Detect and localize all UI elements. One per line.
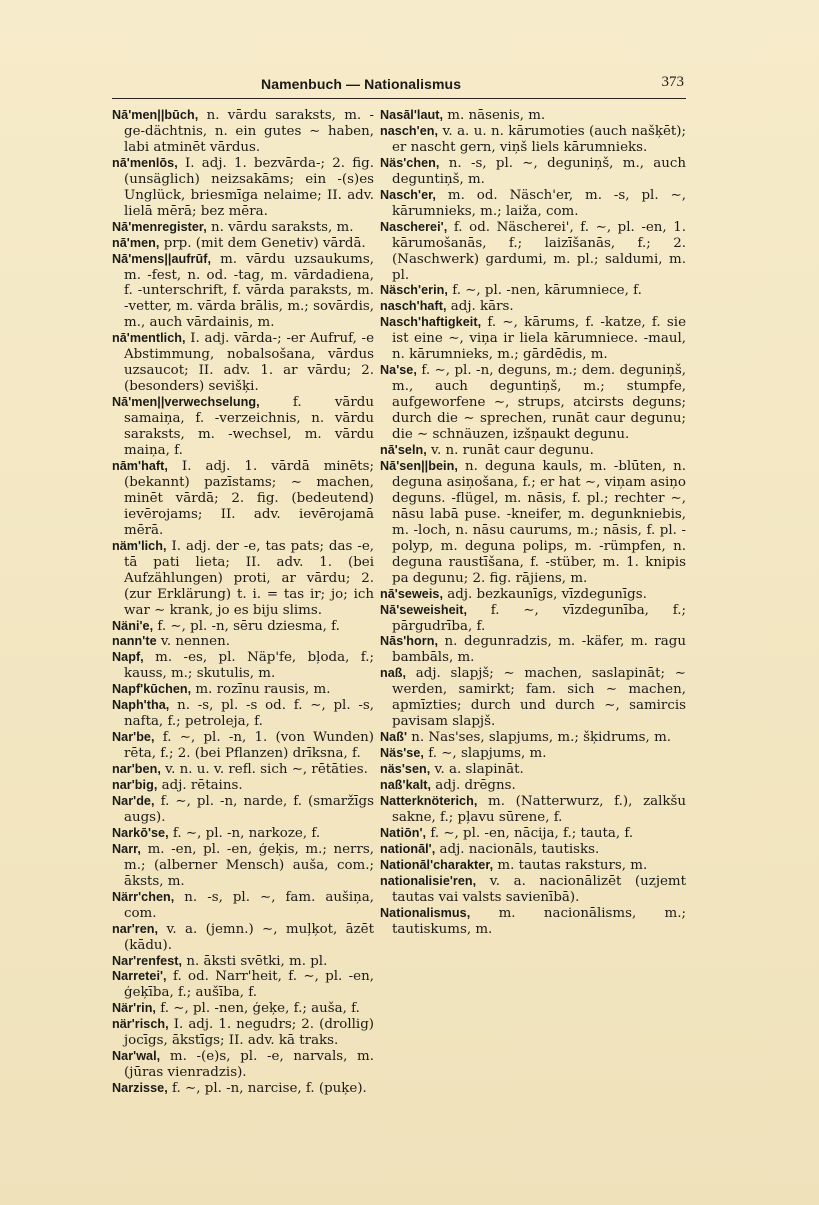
entry-headword: Nās'horn, <box>380 634 439 649</box>
entry-definition: m. -en, pl. -en, ģeķis, m.; nerrs, m.; (alberner Mensch) auša, com.; āksts, m. <box>124 841 374 889</box>
entry-definition: n. Nas'ses, slapjums, m.; šķidrums, m. <box>407 730 672 746</box>
entry-headword: Narr, <box>112 841 141 856</box>
entry-definition: n. āksti svētki, m. pl. <box>182 953 328 969</box>
entry-headword: nā'menlōs, <box>112 155 178 170</box>
entry-definition: adj. slapjš; ∼ machen, saslapināt; ∼ werden, samirkt; fam. sich ∼ machen, apmīzties; durch und durch ∼, samircis pavisam slapjš. <box>392 666 686 730</box>
entry-definition: f. ∼, pl. -n, narde, f. (smaržīgs augs). <box>124 793 374 825</box>
entry-headword: Natterknöterich, <box>380 793 478 808</box>
entry-headword: nar'ben, <box>112 762 161 777</box>
entry-headword: nann'te <box>112 634 157 649</box>
dictionary-entry <box>380 188 686 220</box>
dictionary-entry <box>112 762 374 778</box>
entry-definition: m. -(e)s, pl. -e, narvals, m. (jūras vienradzis). <box>124 1049 374 1081</box>
entry-headword: Nā'men||būch, <box>112 108 199 122</box>
entry-headword: Narzisse, <box>112 1081 168 1096</box>
entry-definition: m. -es, pl. Näp'fe, bļoda, f.; kauss, m.; skutulis, m. <box>124 650 374 682</box>
dictionary-entry <box>112 395 374 459</box>
dictionary-entry <box>112 1017 374 1049</box>
entry-definition: f. ∼, pl. -n, narcise, f. (puķe). <box>167 1081 367 1097</box>
entry-headword: nām'haft, <box>112 458 168 473</box>
entry-headword: Nationalismus, <box>380 905 471 920</box>
entry-definition: v. a. u. n. kārumoties (auch našķēt); er nascht gern, viņš liels kārumnieks. <box>392 123 686 155</box>
entry-headword: Nar'de, <box>112 793 155 808</box>
dictionary-entry <box>380 746 686 762</box>
page-number: 373 <box>661 74 684 90</box>
entry-definition: f. ∼, pl. -en, nācija, f.; tauta, f. <box>426 825 634 841</box>
dictionary-entry <box>380 794 686 826</box>
dictionary-entry <box>112 236 374 252</box>
dictionary-entry <box>112 1049 374 1081</box>
dictionary-entry <box>112 331 374 395</box>
dictionary-entry <box>380 443 686 459</box>
entry-definition: f. ∼, vīzdegunība, f.; pārgudrība, f. <box>392 602 686 634</box>
dictionary-entry <box>112 1001 374 1017</box>
dictionary-entry <box>112 794 374 826</box>
dictionary-entry <box>112 969 374 1001</box>
entry-headword: nar'ren, <box>112 921 159 936</box>
dictionary-entry <box>112 539 374 619</box>
entry-definition: adj. drēgns. <box>431 778 516 794</box>
entry-definition: v. a. nacionālizēt (uzjemt tautas vai valsts savienībā). <box>392 873 686 905</box>
entry-definition: n. deguna kauls, m. -blūten, n. deguna asiņošana, f.; er hat ∼, viņam asiņo deguns. -flügel, m. nāsis, f. pl.; rechter ∼, nāsu labā puse. -kneifer, m. degunkniebis, m. -loch, n. nāsu caurums, m.; nāsis, f. pl. -polyp, m. deguna polips, m. -rümpfen, n. deguna raustīšana, f. -stüber, m. 1. knipis pa degunu; 2. fig. rājiens, m. <box>392 458 686 586</box>
entry-definition: f. ∼, pl. -n, 1. (von Wunden) rēta, f.; 2. (bei Pflanzen) drīksna, f. <box>124 730 374 762</box>
entry-headword: nationalisie'ren, <box>380 873 477 888</box>
dictionary-entry <box>380 858 686 874</box>
entry-headword: Närr'chen, <box>112 889 175 904</box>
dictionary-entry <box>380 842 686 858</box>
entry-headword: näs'sen, <box>380 762 431 777</box>
dictionary-entry <box>380 762 686 778</box>
entry-definition: f. vārdu samaiņa, f. -verzeichnis, n. vārdu saraksts, m. -wechsel, m. vārdu maiņa, f. <box>124 395 374 459</box>
entry-headword: nā'mentlich, <box>112 331 186 346</box>
entry-headword: nasch'haft, <box>380 299 447 314</box>
entry-definition: m. nāsenis, m. <box>443 108 546 123</box>
entry-headword: naß, <box>380 666 407 681</box>
entry-definition: I. adj. 1. bezvārda-; 2. fig. (unsäglich) neizsakāms; ein -(s)es Unglück, briesmīga nelaime; II. adv. lielā mērā; bez mēra. <box>124 155 374 219</box>
entry-definition: f. od. Narr'heit, f. ∼, pl. -en, ģeķība, f.; aušība, f. <box>124 969 374 1001</box>
dictionary-entry <box>380 299 686 315</box>
entry-definition: f. ∼, pl. -n, narkoze, f. <box>168 825 321 841</box>
entry-definition: v. a. slapināt. <box>430 762 524 778</box>
dictionary-entry <box>380 603 686 635</box>
dictionary-entry <box>112 650 374 682</box>
entry-headword: Nar'renfest, <box>112 953 183 968</box>
entry-definition: n. vārdu saraksts, m. <box>206 219 354 235</box>
entry-headword: Narkō'se, <box>112 825 169 840</box>
entry-headword: Napf, <box>112 650 144 665</box>
dictionary-entry <box>380 220 686 284</box>
entry-headword: Näs'chen, <box>380 155 440 170</box>
dictionary-entry <box>380 730 686 746</box>
entry-headword: Naß' <box>380 730 407 745</box>
entry-headword: Na'se, <box>380 363 417 378</box>
left-column <box>112 108 374 1097</box>
entry-definition: n. -s, pl. -s od. f. ∼, pl. -s, nafta, f.; petroleja, f. <box>124 698 374 730</box>
dictionary-entry <box>112 220 374 236</box>
entry-headword: Näsch'erin, <box>380 283 448 298</box>
entry-definition: m. tautas raksturs, m. <box>493 857 648 873</box>
entry-headword: Narretei', <box>112 969 167 984</box>
entry-definition: n. vārdu saraksts, m. -ge-dächtnis, n. ein gutes ∼ haben, labi atminēt vārdus. <box>124 108 374 155</box>
dictionary-entry <box>380 108 686 124</box>
entry-definition: adj. bezkaunīgs, vīzdegunīgs. <box>443 586 647 602</box>
dictionary-entry <box>112 108 374 156</box>
entry-headword: nā'seln, <box>380 443 427 458</box>
page-header <box>112 70 686 99</box>
entry-headword: Nā'mens||aufrūf, <box>112 251 212 266</box>
entry-definition: I. adj. 1. negudrs; 2. (drollig) jocīgs, ākstīgs; II. adv. kā traks. <box>124 1017 374 1049</box>
entry-headword: när'risch, <box>112 1017 169 1032</box>
entry-headword: Nasāl'laut, <box>380 108 444 122</box>
entry-headword: nā'men, <box>112 235 160 250</box>
entry-headword: Nascherei', <box>380 219 448 234</box>
entry-definition: I. adj. vārda-; -er Aufruf, -e Abstimmung, nobalsošana, vārdus uzsaucot; II. adv. 1. ar vārdu; 2. (besonders) sevišķi. <box>124 331 374 395</box>
dictionary-entry <box>112 634 374 650</box>
entry-definition: n. -s, pl. ∼, deguniņš, m., auch deguntiņš, m. <box>392 155 686 187</box>
dictionary-entry <box>380 778 686 794</box>
dictionary-entry <box>112 698 374 730</box>
entry-definition: adj. rētains. <box>157 778 243 794</box>
dictionary-entry <box>380 826 686 842</box>
entry-headword: Nā'sen||bein, <box>380 458 458 473</box>
entry-headword: nar'big, <box>112 778 158 793</box>
dictionary-entry <box>112 619 374 635</box>
entry-definition: f. ∼, pl. -nen, kārumniece, f. <box>447 283 642 299</box>
entry-definition: n. -s, pl. ∼, fam. aušiņa, com. <box>124 889 374 921</box>
entry-headword: Nā'seweisheit, <box>380 602 467 617</box>
entry-definition: v. nennen. <box>156 634 230 650</box>
entry-headword: nationāl', <box>380 841 436 856</box>
running-title: Namenbuch — Nationalismus <box>261 76 462 92</box>
entry-headword: naß'kalt, <box>380 778 432 793</box>
dictionary-entry <box>380 283 686 299</box>
dictionary-entry <box>380 874 686 906</box>
entry-definition: v. a. (jemn.) ∼, muļķot, āzēt (kādu). <box>124 921 374 953</box>
entry-headword: näm'lich, <box>112 538 167 553</box>
entry-definition: v. n. runāt caur degunu. <box>426 443 594 459</box>
dictionary-entry <box>112 778 374 794</box>
entry-definition: f. ∼, pl. -n, sēru dziesma, f. <box>153 618 340 634</box>
right-column <box>380 108 686 938</box>
entry-headword: Nasch'er, <box>380 187 436 202</box>
entry-headword: Nā'men||verwechselung, <box>112 395 260 410</box>
entry-definition: f. ∼, slapjums, m. <box>423 746 547 762</box>
entry-definition: f. od. Näscherei', f. ∼, pl. -en, 1. kārumošanās, f.; laizīšanās, f.; 2. (Naschwerk) gardumi, m. pl.; saldumi, m. pl. <box>392 219 686 283</box>
dictionary-entry <box>112 252 374 332</box>
entry-headword: Napf'kūchen, <box>112 682 192 697</box>
dictionary-entry <box>112 156 374 220</box>
entry-definition: m. vārdu uzsaukums, m. -fest, n. od. -tag, m. vārdadiena, f. -unterschrift, f. vārda paraksts, m. -vetter, m. vārda brālis, m.; sovārdis, m., auch vārdainis, m. <box>124 251 374 331</box>
entry-definition: n. degunradzis, m. -käfer, m. ragu bambāls, m. <box>392 634 686 666</box>
dictionary-entry <box>112 682 374 698</box>
dictionary-entry <box>380 906 686 938</box>
entry-headword: Natiōn', <box>380 825 427 840</box>
dictionary-entry <box>380 315 686 363</box>
dictionary-entry <box>380 634 686 666</box>
entry-definition: v. n. u. v. refl. sich ∼, rētāties. <box>160 762 368 778</box>
dictionary-entry <box>112 922 374 954</box>
entry-definition: m. (Natterwurz, f.), zalkšu sakne, f.; pļavu sūrene, f. <box>392 793 686 825</box>
dictionary-entry <box>380 363 686 443</box>
entry-definition: f. ∼, pl. -nen, ģeķe, f.; auša, f. <box>156 1001 360 1017</box>
entry-definition: m. rozīnu rausis, m. <box>191 682 331 698</box>
dictionary-entry <box>112 730 374 762</box>
entry-definition: m. nacionālisms, m.; tautiskums, m. <box>392 905 686 937</box>
entry-headword: När'rin, <box>112 1001 156 1016</box>
entry-definition: m. od. Näsch'er, m. -s, pl. ∼, kārumnieks, m.; laiža, com. <box>392 187 686 219</box>
dictionary-entry <box>112 826 374 842</box>
entry-definition: adj. nacionāls, tautisks. <box>435 841 600 857</box>
entry-definition: f. ∼, kārums, f. -katze, f. sie ist eine ∼, viņa ir liela kārumniece. -maul, n. kārumnieks, m.; gārdēdis, m. <box>392 315 686 363</box>
entry-headword: Näs'se, <box>380 746 424 761</box>
entry-definition: prp. (mit dem Genetiv) vārdā. <box>159 235 366 251</box>
entry-headword: nasch'en, <box>380 123 439 138</box>
entry-headword: Nā'menregister, <box>112 219 207 234</box>
dictionary-entry <box>112 459 374 539</box>
entry-definition: I. adj. der -e, tas pats; das -e, tā pati lieta; II. adv. 1. (bei Aufzählungen) proti, ar vārdu; 2. (zur Erklärung) t. i. = tas ir; jo; ich war ∼ krank, jo es biju slims. <box>124 538 374 618</box>
dictionary-entry <box>112 954 374 970</box>
dictionary-entry <box>112 842 374 890</box>
dictionary-entry <box>380 156 686 188</box>
dictionary-entry <box>112 890 374 922</box>
dictionary-entry <box>380 666 686 730</box>
dictionary-entry <box>380 124 686 156</box>
dictionary-entry <box>380 459 686 587</box>
entry-headword: Naph'tha, <box>112 698 170 713</box>
entry-definition: f. ∼, pl. -n, deguns, m.; dem. deguniņš, m., auch deguntiņš, m.; stumpfe, aufgeworfene ∼, strups, atcirsts deguns; durch die ∼ sprechen, runāt caur degunu; die ∼ schnäuzen, izšņaukt degunu. <box>392 363 686 443</box>
entry-definition: I. adj. 1. vārdā minēts; (bekannt) pazīstams; ∼ machen, minēt vārdā; 2. fig. (bedeutend) ievērojams; II. adv. ievērojamā mērā. <box>124 458 374 538</box>
entry-headword: Nar'wal, <box>112 1049 161 1064</box>
entry-headword: Nar'be, <box>112 730 155 745</box>
entry-headword: Näni'e, <box>112 618 154 633</box>
entry-headword: Nationāl'charakter, <box>380 857 494 872</box>
entry-headword: nā'seweis, <box>380 586 444 601</box>
dictionary-entry <box>112 1081 374 1097</box>
entry-headword: Nasch'haftigkeit, <box>380 315 482 330</box>
entry-definition: adj. kārs. <box>446 299 514 315</box>
dictionary-entry <box>380 587 686 603</box>
